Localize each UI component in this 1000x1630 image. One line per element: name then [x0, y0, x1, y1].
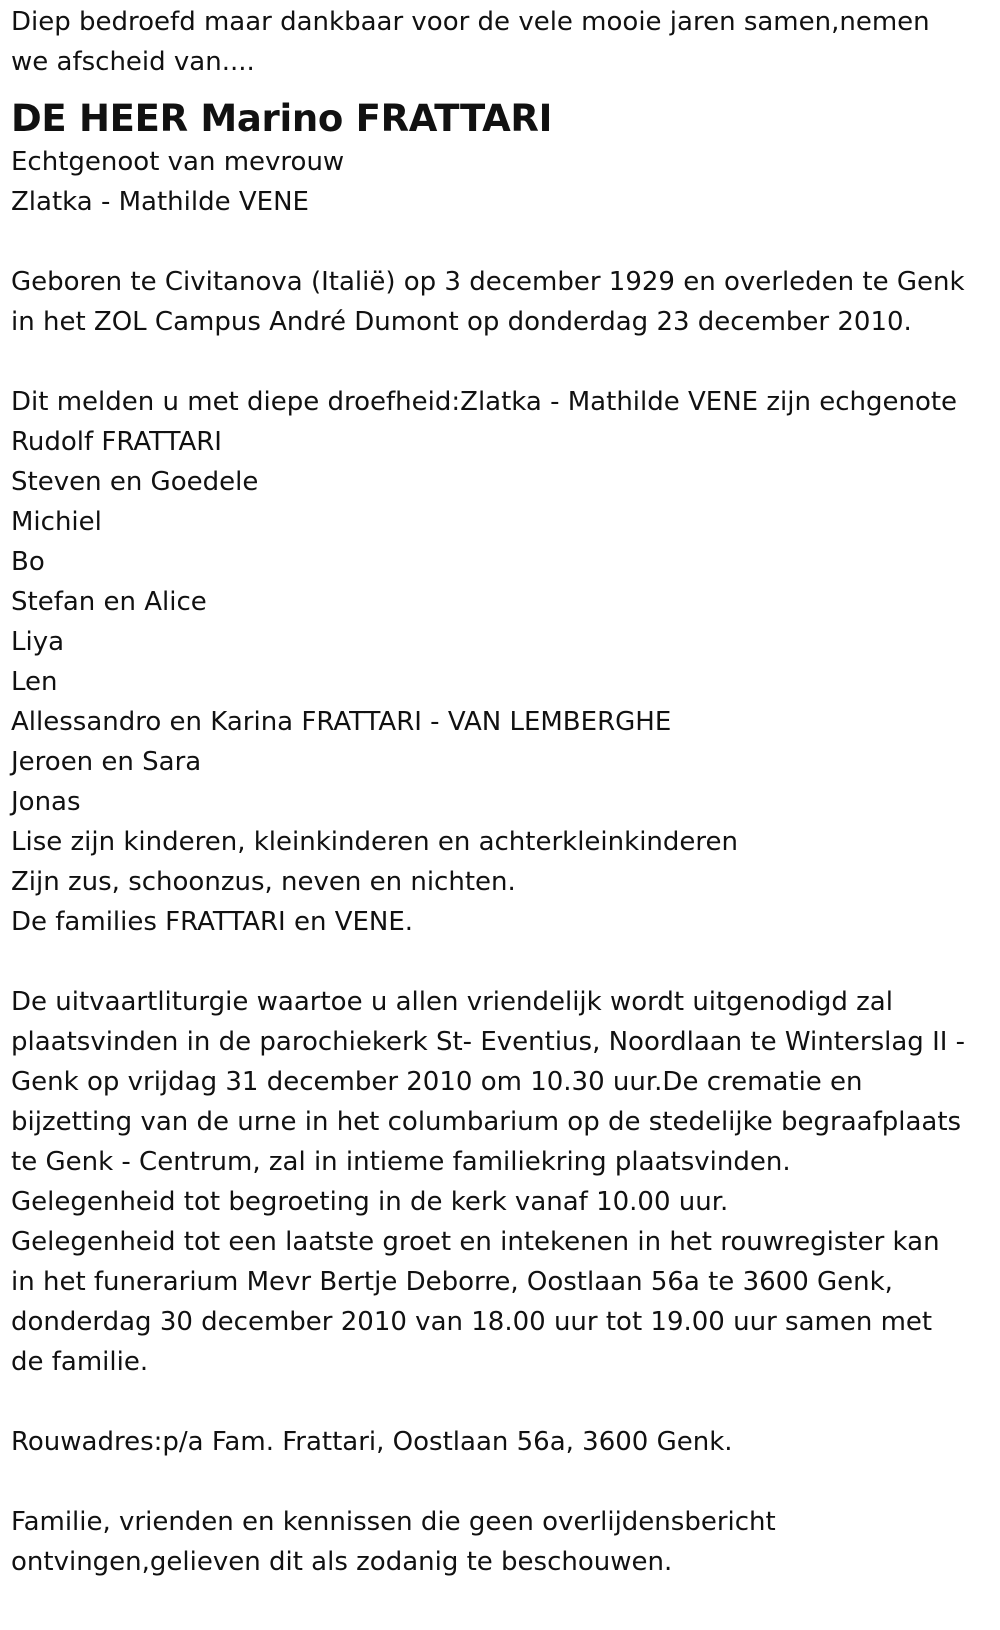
announcer-line: Allessandro en Karina FRATTARI - VAN LEMBERGHE	[11, 707, 672, 737]
announcer-line: Bo	[11, 547, 45, 577]
funeral-line: plaatsvinden in de parochiekerk St- Eventius, Noordlaan te Winterslag II -	[11, 1027, 966, 1057]
announcer-line: Steven en Goedele	[11, 467, 259, 497]
funeral-line: bijzetting van de urne in het columbarium op de stedelijke begraafplaats	[11, 1107, 962, 1137]
funeral-line: de familie.	[11, 1347, 149, 1377]
announcer-line: Len	[11, 667, 58, 697]
announcers-list	[11, 382, 990, 942]
funeral-line: te Genk - Centrum, zal in intieme familiekring plaatsvinden.	[11, 1147, 791, 1177]
spouse-paragraph	[11, 142, 990, 222]
funeral-line: in het funerarium Mevr Bertje Deborre, Oostlaan 56a te 3600 Genk,	[11, 1267, 893, 1297]
birth-death-line: in het ZOL Campus André Dumont op donderdag 23 december 2010.	[11, 307, 912, 337]
spacer	[11, 342, 990, 382]
announcer-line: Dit melden u met diepe droefheid:Zlatka - Mathilde VENE zijn echgenote	[11, 387, 958, 417]
mourning-address-line: Rouwadres:p/a Fam. Frattari, Oostlaan 56a, 3600 Genk.	[11, 1427, 733, 1457]
spouse-line: Echtgenoot van mevrouw	[11, 147, 345, 177]
announcer-line: Rudolf FRATTARI	[11, 427, 222, 457]
funeral-line: donderdag 30 december 2010 van 18.00 uur tot 19.00 uur samen met	[11, 1307, 933, 1337]
birth-death-line: Geboren te Civitanova (Italië) op 3 december 1929 en overleden te Genk	[11, 267, 965, 297]
announcer-line: Stefan en Alice	[11, 587, 207, 617]
closing-paragraph	[11, 1502, 990, 1582]
spouse-line: Zlatka - Mathilde VENE	[11, 187, 309, 217]
announcer-line: Zijn zus, schoonzus, neven en nichten.	[11, 867, 516, 897]
spacer	[11, 1462, 990, 1502]
funeral-paragraph	[11, 982, 990, 1382]
spacer	[11, 222, 990, 262]
intro-paragraph	[11, 2, 990, 82]
mourning-address-paragraph	[11, 1422, 990, 1462]
intro-line: Diep bedroefd maar dankbaar voor de vele mooie jaren samen,nemen	[11, 7, 930, 37]
spacer	[11, 1382, 990, 1422]
funeral-line: Gelegenheid tot een laatste groet en intekenen in het rouwregister kan	[11, 1227, 940, 1257]
announcer-line: Jonas	[11, 787, 81, 817]
deceased-name-title: DE HEER Marino FRATTARI	[11, 97, 553, 140]
funeral-line: Genk op vrijdag 31 december 2010 om 10.30 uur.De crematie en	[11, 1067, 863, 1097]
announcer-line: De families FRATTARI en VENE.	[11, 907, 414, 937]
funeral-line: De uitvaartliturgie waartoe u allen vriendelijk wordt uitgenodigd zal	[11, 987, 893, 1017]
funeral-line: Gelegenheid tot begroeting in de kerk vanaf 10.00 uur.	[11, 1187, 729, 1217]
announcer-line: Liya	[11, 627, 65, 657]
intro-line: we afscheid van....	[11, 47, 255, 77]
spacer	[11, 942, 990, 982]
birth-death-paragraph	[11, 262, 990, 342]
announcer-line: Michiel	[11, 507, 102, 537]
announcer-line: Jeroen en Sara	[11, 747, 202, 777]
announcer-line: Lise zijn kinderen, kleinkinderen en achterkleinkinderen	[11, 827, 738, 857]
closing-line: Familie, vrienden en kennissen die geen overlijdensbericht	[11, 1507, 776, 1537]
closing-line: ontvingen,gelieven dit als zodanig te beschouwen.	[11, 1547, 673, 1577]
